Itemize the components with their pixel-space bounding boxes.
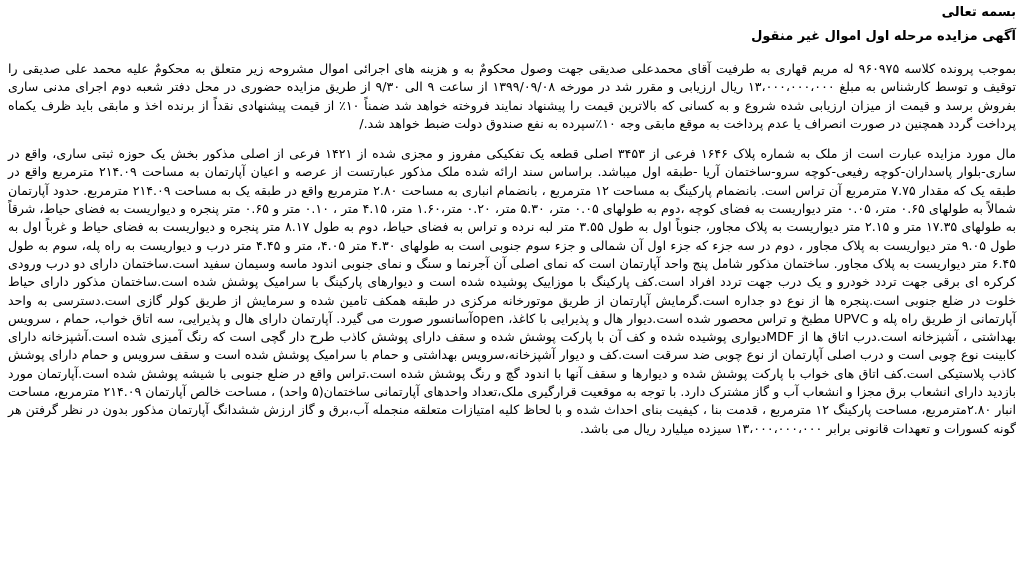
notice-paragraph-intro: بموجب پرونده کلاسه ۹۶۰۹۷۵ له مریم قهاری به طرفیت آقای محمدعلی صدیقی جهت وصول محکومٌ به و هزینه های اجرائی اموال مشروحه زیر متعلق به محکومٌ علیه محمد علی صدیقی را توقیف و توسط کارشناس به مبلغ ۱۳،۰۰۰،۰۰۰،۰۰۰ ریال ارزیابی و مقرر شد در مورخه ۱۳۹۹/۰۹/۰۸ از ساعت ۹ الی ۹/۳۰ از طریق مزایده حضوری در محل دفتر شعبه دوم اجرای مدنی ساری بفروش برسد و قیمت از میزان ارزیابی شده شروع و به کسانی که بالاترین قیمت را پیشنهاد نمایند فروخته خواهد شد ضمناً ۱۰٪ از قیمت پیشنهادی نقداً از برنده اخذ و مابقی باید ظرف یکماه پرداخت گردد همچنین در صورت انصراف یا عدم پرداخت به موقع مابقی وجه ۱۰٪سپرده به نفع صندوق دولت ضبط خواهد شد./	[8, 61, 1016, 131]
document-heading: بسمه تعالی	[941, 5, 1016, 20]
notice-paragraph-property-description: مال مورد مزایده عبارت است از ملک به شماره پلاک ۱۶۴۶ فرعی از ۳۴۵۳ اصلی قطعه یک تفکیکی مفروز و مجزی شده از ۱۴۲۱ فرعی از اصلی مذکور بخش یک حوزه ثبتی ساری، واقع در ساری-بلوار پاسداران-کوچه رفیعی-کوچه سرو-ساختمان آریا -طبقه اول میباشد. براساس سند ارائه شده ملک مذکور عبارتست از عرصه و اعیان آپارتمان به مساحت ۲۱۴.۰۹ مترمربع واقع در طبقه یک که مقدار ۷.۷۵ مترمربع آن تراس است. بانضمام پارکینگ به مساحت ۱۲ مترمربع ، بانضمام انباری به مساحت ۲.۸۰ مترمربع واقع در طبقه یک به مساحت ۲۱۴.۰۹ مترمربع. حدود آپارتمان شمالاً به طولهای ۰.۶۵ متر، ۰.۰۵ متر دیواریست به فضای کوچه ،دوم به طولهای ۰.۰۵ متر، ۵.۳۰ متر، ۰.۲۰ متر،۱.۶۰ متر، ۴.۱۵ متر ، ۰.۱۰ متر و ۰.۶۵ متر پنجره و دیواریست به فضای حیاط، شرقاً به طولهای ۱۷.۳۵ متر و ۲.۱۵ متر دیواریست به پلاک مجاور، جنوباً اول به طول ۳.۵۵ متر لبه نرده و تراس به فضای حیاط، دوم به طول ۸.۱۷ متر پنجره و دیواریست به فضای حیاط و غرباً اول به طول ۹.۰۵ متر دیواریست به پلاک مجاور ، دوم در سه جزء که جزء اول آن شمالی و جزء سوم جنوبی است به طولهای ۴.۳۰ متر ۴.۰۵، متر و ۴.۴۵ متر درب و دیواریست به راه پله، سوم به طول ۶.۴۵ متر دیواریست به پلاک مجاور. ساختمان مذکور شامل پنج واحد آپارتمان است که نمای اصلی آن آجرنما و سنگ و نمای جنوبی اندود ماسه وسیمان سفید است.ساختمان دارای دو درب ورودی کرکره ای برقی جهت تردد خودرو و یک درب جهت تردد افراد است.کف پارکینگ با موزاییک پوشیده شده است و دیوارهای پارکینگ با سرامیک پوشش شده است.ساختمان مذکور دارای حیاط خلوت در ضلع جنوبی است.پنجره ها از نوع دو جداره است.گرمایش آپارتمان از طریق موتورخانه مرکزی در طبقه همکف تامین شده و سرمایش از طریق کولر گازی است.دسترسی به واحد آپارتمانی از طریق راه پله و UPVC مطبخ و تراس محصور شده است.دیوار هال و پذیرایی با کاغذ، openآسانسور صورت می گیرد. آپارتمان دارای هال و پذیرایی، سه اتاق خواب، حمام ، سرویس بهداشتی ، آشپزخانه است.درب اتاق ها از MDFدیواری پوشیده شده و کف آن با پارکت پوشش شده و سقف دارای پوشش کاذب طرح دار گچی است که رنگ آمیزی شده است.آشپزخانه دارای کابینت نوع چوبی است و درب اصلی آپارتمان از نوع چوبی ضد سرقت است.کف و دیوار آشپزخانه،سرویس بهداشتی و حمام با سرامیک پوشش شده است و سقف سرویس و حمام دارای پوشش کاذب پلاستیکی است.کف اتاق های خواب با پارکت پوشش شده و دیوارها و سقف آنها با اندود گچ و رنگ پوشش شده است.تراس واقع در ضلع جنوبی با شیشه پوشش شده است.آپارتمان مورد بازدید دارای انشعاب برق مجزا و انشعاب آب و گاز مشترک دارد. با توجه به موقعیت قرارگیری ملک،تعداد واحدهای آپارتمانی ساختمان(۵ واحد) ، مساحت خالص آپارتمان ۲۱۴.۰۹ مترمربع، مساحت انبار ۲.۸۰مترمربع، مساحت پارکینگ ۱۲ مترمربع ، قدمت بنا ، کیفیت بنای احداث شده و با لحاظ کلیه امتیازات متعلقه منجمله آب،برق و گاز ارزش ششدانگ آپارتمان مذکور بدون در نظر گرفتن هر گونه کسورات و تعهدات قانونی برابر ۱۳،۰۰۰،۰۰۰،۰۰۰ سیزده میلیارد ریال می باشد.	[8, 146, 1017, 436]
paragraph-spacer	[8, 133, 1016, 145]
notice-title: آگهی مزایده مرحله اول اموال غیر منقول	[751, 29, 1016, 44]
